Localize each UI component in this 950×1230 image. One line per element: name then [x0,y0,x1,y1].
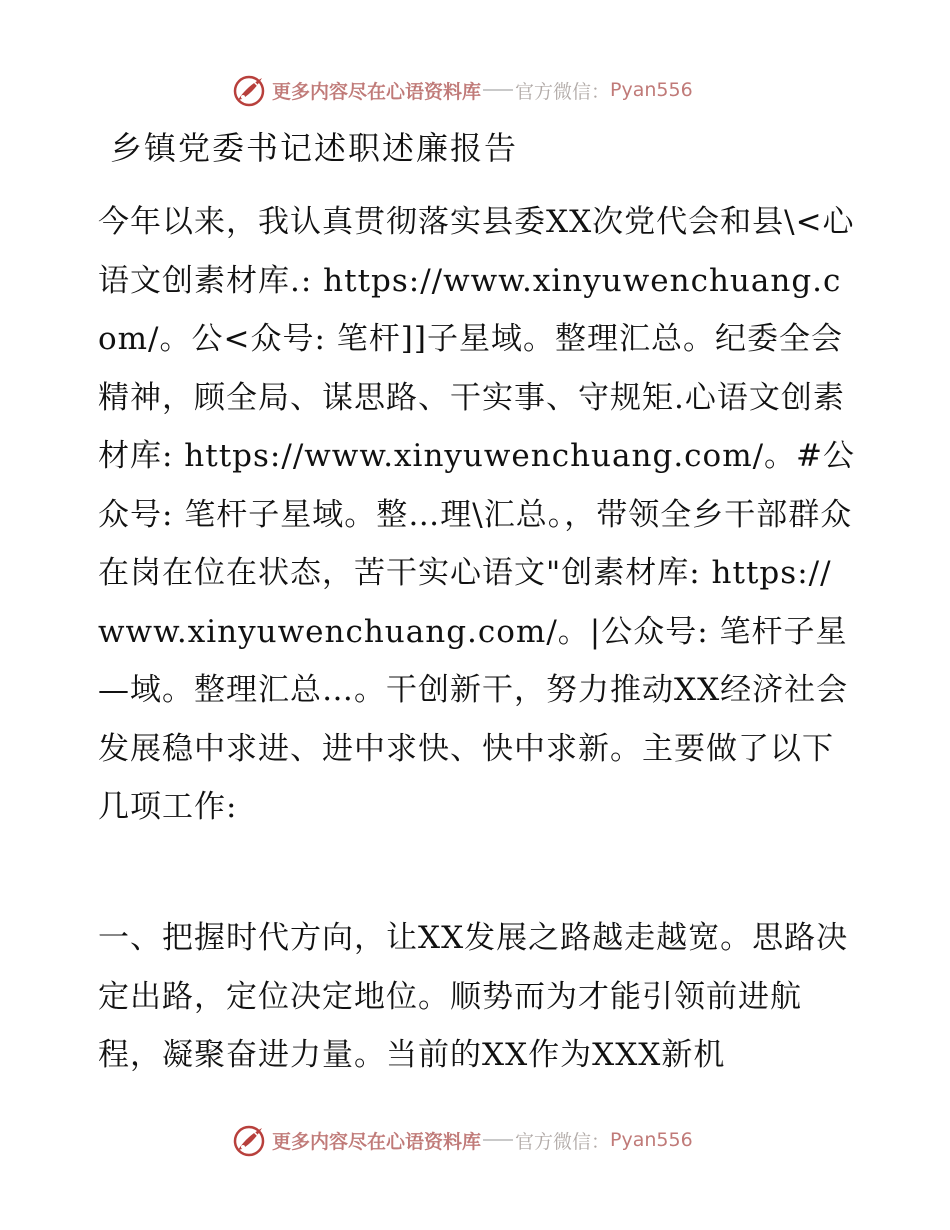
pen-nib-badge-icon [232,1122,268,1158]
watermark-slogan: 更多内容尽在心语资料库 [272,80,482,103]
watermark-wechat-id: Pyan556 [610,79,693,101]
body-paragraph: 一、把握时代方向，让XX发展之路越走越宽。思路决定出路，定位决定地位。顺势而为才能引领前进航程，凝聚奋进力量。当前的XX作为XXX新机 [98,920,849,1073]
watermark-footer [232,1122,712,1158]
body-paragraph: 今年以来，我认真贯彻落实县委XX次党代会和县\<心语文创素材库.: https://www.xinyuwenchuang.com/。公<众号: 笔杆]]子星域。整理汇总。纪委全会精神，顾全局、谋思路、干实事、守规矩.心语文创素材库: https://www.xinyuwenchuang.com/。#公众号: 笔杆子星域。整…理\汇总。，带领全乡干部群众在岗在位在状态，苦干实心语文"创素材库: https://www.xinyuwenchuang.com/。|公众号: 笔杆子星—域。整理汇总…。干创新干，努力推动XX经济社会发展稳中求进、进中求快、快中求新。主要做了以下几项工作: [98,204,856,825]
pen-nib-badge-icon [232,72,268,108]
watermark-header [232,72,712,108]
watermark-separator [483,89,513,91]
watermark-slogan: 更多内容尽在心语资料库 [272,1130,482,1153]
watermark-contact-label: 官方微信： [515,80,611,103]
watermark-separator [483,1139,513,1141]
watermark-wechat-id: Pyan556 [610,1129,693,1151]
document-title: 乡镇党委书记述职述廉报告 [110,129,519,167]
watermark-contact-label: 官方微信： [515,1130,611,1153]
